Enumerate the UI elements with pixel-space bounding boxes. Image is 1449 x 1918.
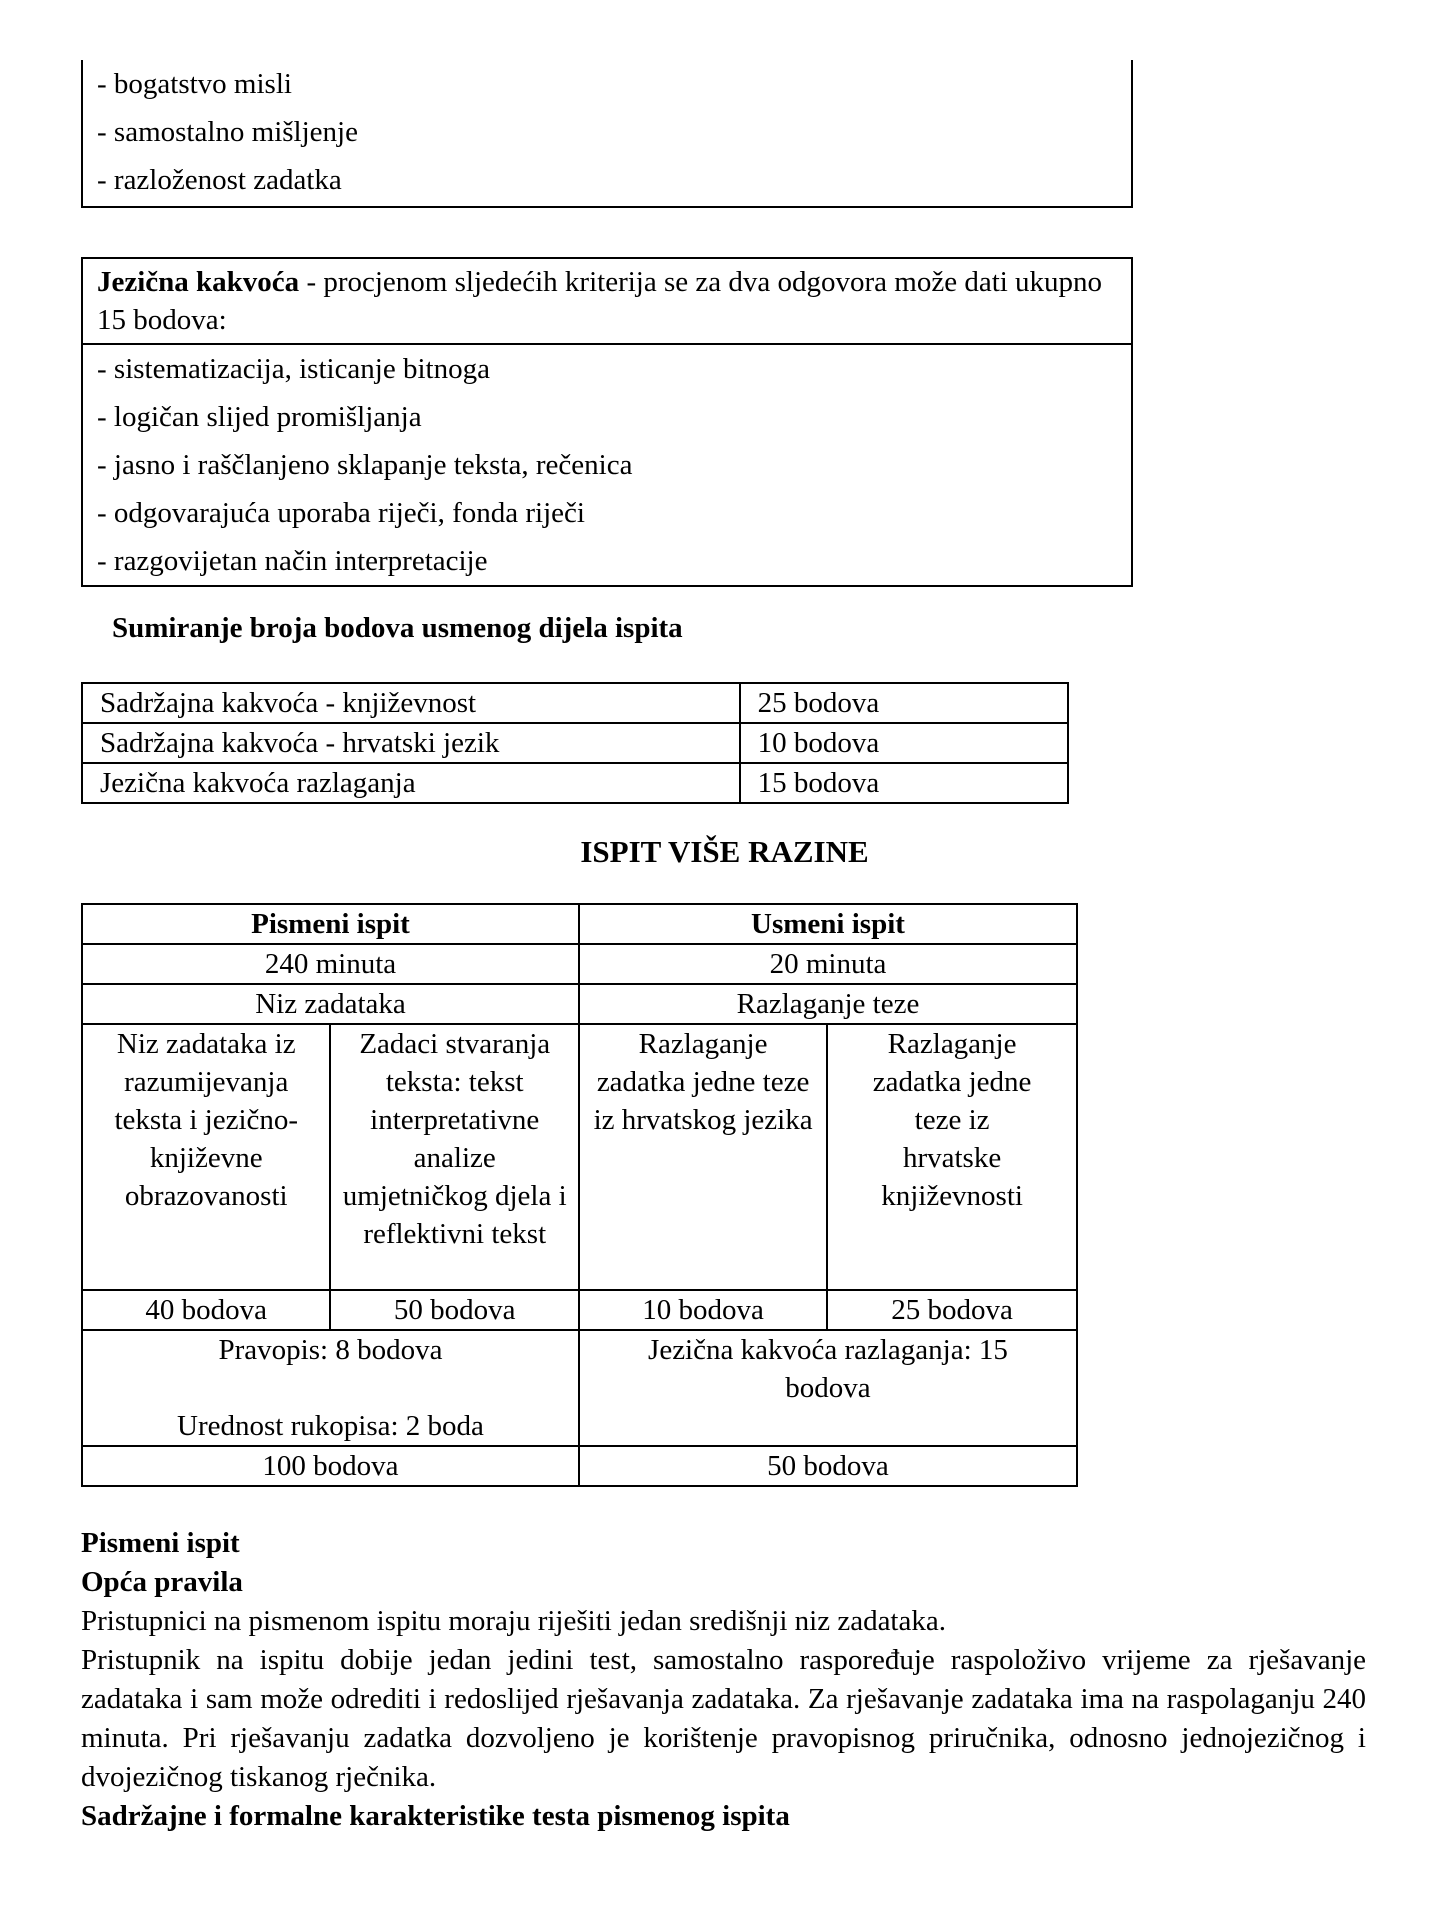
list-item: - jasno i raščlanjeno sklapanje teksta, rečenica bbox=[97, 449, 633, 481]
written-part2: Zadaci stvaranja teksta: tekst interpretativne analize umjetničkog djela i reflektivni tekst bbox=[330, 1024, 578, 1290]
table-row bbox=[82, 904, 1077, 944]
table-row bbox=[82, 1330, 1077, 1446]
paragraph: Pristupnici na pismenom ispitu moraju riješiti jedan središnji niz zadataka. bbox=[81, 1605, 946, 1637]
table-cell: 10 bodova bbox=[740, 723, 1068, 763]
list-item: - samostalno mišljenje bbox=[97, 116, 358, 148]
table-cell: 15 bodova bbox=[740, 763, 1068, 803]
table-cell: Sadržajna kakvoća - književnost bbox=[82, 683, 740, 723]
written-total: 100 bodova bbox=[82, 1446, 579, 1486]
oral-part2: Razlaganje zadatka jedne teze iz hrvatske književnosti bbox=[827, 1024, 1077, 1290]
summary-table bbox=[81, 682, 1069, 804]
language-quality-description: - procjenom sljedećih kriterija se za dva odgovora može dati ukupno 15 bodova: bbox=[97, 266, 1103, 336]
table-row bbox=[82, 763, 1068, 803]
table-cell: Jezična kakvoća razlaganja bbox=[82, 763, 740, 803]
table-row bbox=[82, 683, 1068, 723]
table-row bbox=[82, 984, 1077, 1024]
list-item: - logičan slijed promišljanja bbox=[97, 401, 422, 433]
oral-duration: 20 minuta bbox=[579, 944, 1077, 984]
table-row bbox=[82, 1024, 1077, 1290]
exam-structure-table bbox=[81, 903, 1078, 1487]
handwriting-points: Urednost rukopisa: 2 boda bbox=[177, 1410, 484, 1442]
written-part1-points: 40 bodova bbox=[82, 1290, 330, 1330]
oral-type: Razlaganje teze bbox=[579, 984, 1077, 1024]
written-duration: 240 minuta bbox=[82, 944, 579, 984]
table-row bbox=[82, 1446, 1077, 1486]
criteria-box-continued bbox=[81, 60, 1133, 208]
written-part2-points: 50 bodova bbox=[330, 1290, 578, 1330]
language-quality-box bbox=[81, 257, 1133, 587]
table-row bbox=[82, 723, 1068, 763]
table-row bbox=[82, 944, 1077, 984]
oral-exam-header: Usmeni ispit bbox=[579, 904, 1077, 944]
oral-part2-points: 25 bodova bbox=[827, 1290, 1077, 1330]
spelling-points: Pravopis: 8 bodova bbox=[218, 1334, 443, 1366]
oral-total: 50 bodova bbox=[579, 1446, 1077, 1486]
section-heading: Pismeni ispit bbox=[81, 1527, 240, 1559]
list-item: - razgovijetan način interpretacije bbox=[97, 545, 488, 577]
list-item: - sistematizacija, isticanje bitnoga bbox=[97, 353, 490, 385]
list-item: - odgovarajuća uporaba riječi, fonda riječi bbox=[97, 497, 585, 529]
section-subheading: Opća pravila bbox=[81, 1566, 243, 1598]
oral-extra: Jezična kakvoća razlaganja: 15 bodova bbox=[579, 1330, 1077, 1446]
summary-title: Sumiranje broja bodova usmenog dijela ispita bbox=[112, 612, 683, 644]
written-part1: Niz zadataka iz razumijevanja teksta i jezično-književne obrazovanosti bbox=[82, 1024, 330, 1290]
oral-part1-points: 10 bodova bbox=[579, 1290, 827, 1330]
written-type: Niz zadataka bbox=[82, 984, 579, 1024]
written-extra bbox=[82, 1330, 579, 1446]
oral-part1: Razlaganje zadatka jedne teze iz hrvatskog jezika bbox=[579, 1024, 827, 1290]
language-quality-heading bbox=[83, 259, 1131, 345]
list-item: - razloženost zadatka bbox=[97, 164, 342, 196]
list-item: - bogatstvo misli bbox=[97, 68, 292, 100]
section-heading: Sadržajne i formalne karakteristike testa pismenog ispita bbox=[81, 1800, 790, 1832]
written-exam-header: Pismeni ispit bbox=[82, 904, 579, 944]
paragraph: Pristupnik na ispitu dobije jedan jedini test, samostalno raspoređuje raspoloživo vrijeme za rješavanje zadataka i sam može odrediti i redoslijed rješavanja zadataka. Za rješavanje zadataka ima na raspolaganju 240 minuta. Pri rješavanju zadatka dozvoljeno je korištenje pravopisnog priručnika, odnosno jednojezičnog i dvojezičnog tiskanog rječnika. bbox=[81, 1644, 1366, 1793]
table-row bbox=[82, 1290, 1077, 1330]
table-cell: Sadržajna kakvoća - hrvatski jezik bbox=[82, 723, 740, 763]
exam-title: ISPIT VIŠE RAZINE bbox=[580, 834, 869, 869]
language-quality-label: Jezična kakvoća bbox=[97, 266, 300, 298]
table-cell: 25 bodova bbox=[740, 683, 1068, 723]
